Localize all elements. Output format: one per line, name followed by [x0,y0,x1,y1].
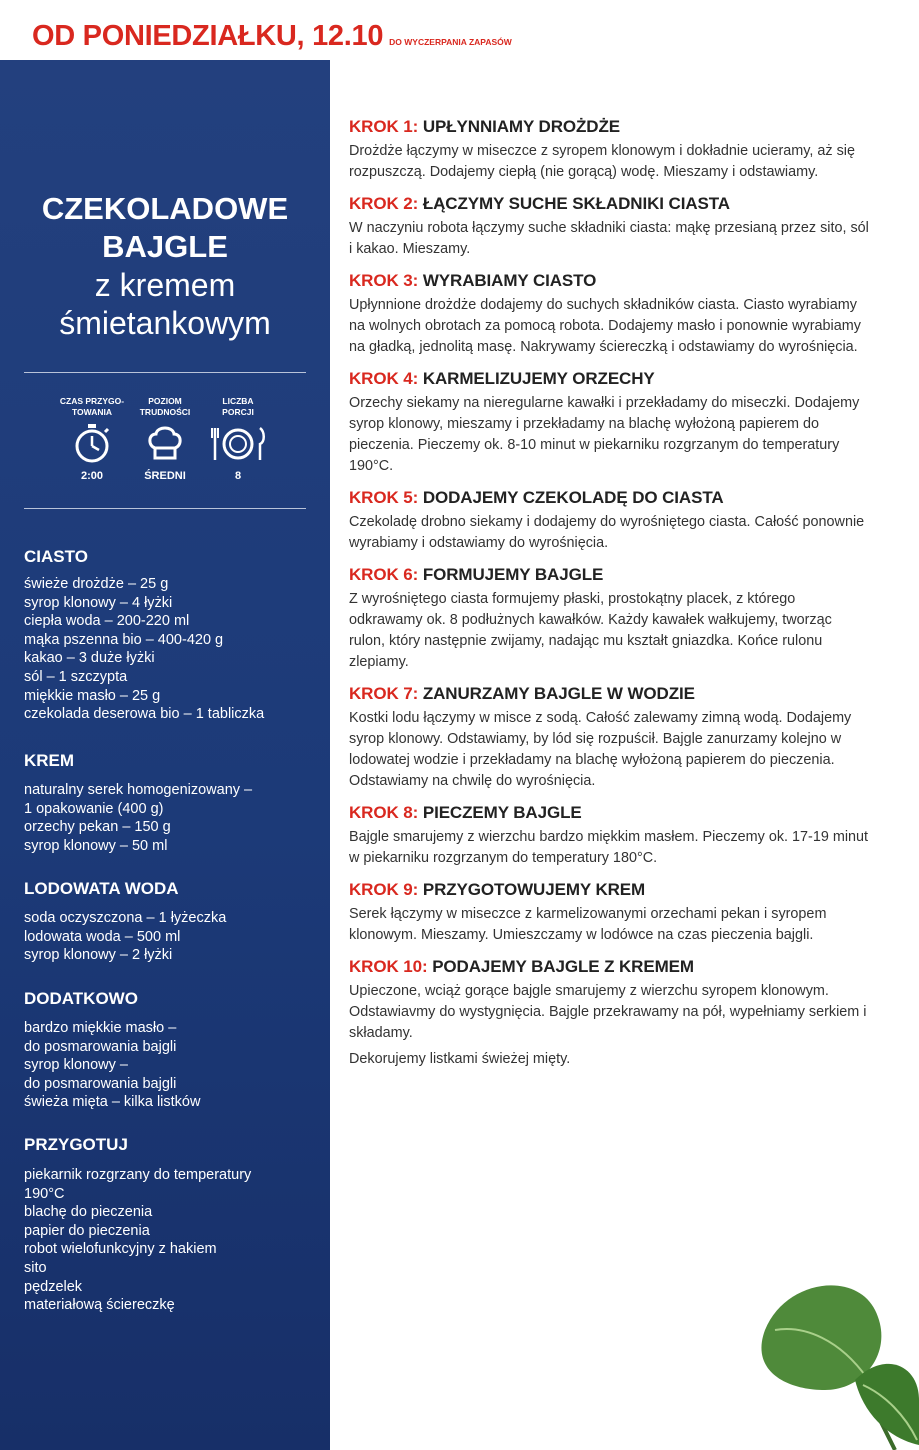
step-9 [349,880,869,946]
recipe-title-line3: z kremem [94,267,236,303]
step-title: ZANURZAMY BAJGLE W WODZIE [422,684,695,703]
step-text: Dekorujemy listkami świeżej mięty. [349,1051,571,1067]
step-number: KROK 4: [349,369,419,388]
ingredient-item: 190°C [24,1185,65,1202]
chef-hat-icon [125,420,205,466]
step-text: Drożdże łączymy w miseczce z syropem klonowym i dokładnie ucieramy, aż się rozpuszczą. Dodajemy ciepłą (nie gorącą) wodę. Mieszamy i odstawiamy. [349,143,855,180]
info-label: TOWANIA [72,407,112,417]
step-heading [349,271,869,291]
step-text: Upieczone, wciąż gorące bajgle smarujemy z wierzchu syropem klonowym. Odstawiavmy do wystygnięcia. Bajgle przekrawamy na pół, wypełniamy serkiem i składamy. [349,983,867,1041]
step-heading [349,803,869,823]
step-text: Kostki lodu łączymy w misce z sodą. Całość zalewamy zimną wodą. Dodajemy syrop klonowy. Odstawiamy, by lód się rozpuścił. Bajgle zanurzamy kolejno w lodowatej wodzie i przekładamy na blachę wyłożoną papierem do pieczenia. Odstawiamy na chwilę do wyrośnięcia. [349,710,852,789]
recipe-title [0,190,330,342]
recipe-steps [349,117,869,1081]
ingredient-item: sól – 1 szczypta [24,668,128,685]
ingredient-item: pędzelek [24,1278,83,1295]
recipe-title-line1: CZEKOLADOWE [41,191,289,226]
ingredient-list-ciasto [24,575,264,724]
section-title-woda: LODOWATA WODA [24,879,179,898]
ingredient-item: blachę do pieczenia [24,1204,153,1221]
recipe-title-line2: BAJGLE [102,229,228,264]
step-heading [349,117,869,137]
step-heading [349,684,869,704]
promo-note: DO WYCZERPANIA ZAPASÓW [389,37,512,47]
step-number: KROK 2: [349,194,419,213]
info-label: POZIOM [148,396,182,406]
step-title: KARMELIZUJEMY ORZECHY [422,369,655,388]
ingredient-item: bardzo miękkie masło – [24,1020,177,1036]
step-heading [349,488,869,508]
step-number: KROK 8: [349,803,419,822]
step-heading [349,194,869,214]
step-number: KROK 3: [349,271,419,290]
step-text: Z wyrośniętego ciasta formujemy płaski, prostokątny placek, z którego odkrawamy ok. 8 podłużnych kawałków. Każdy kawałek wałkujemy, tworząc rulon, który następnie zwijamy, nadając mu kształt gniazdka. Końce rulonu zlepiamy. [349,591,832,670]
ingredient-item: syrop klonowy – [24,1057,128,1074]
ingredient-item: świeże drożdże – 25 g [24,576,169,592]
ingredient-item: materiałową ściereczkę [24,1297,175,1314]
ingredient-item: syrop klonowy – 50 ml [24,837,168,854]
info-label: TRUDNOŚCI [139,407,191,417]
ingredient-item: lodowata woda – 500 ml [24,928,181,945]
plate-cutlery-icon [198,420,278,466]
section-title-ciasto: CIASTO [24,547,88,566]
step-number: KROK 9: [349,880,419,899]
step-text: Upłynnione drożdże dodajemy do suchych składników ciasta. Ciasto wyrabiamy na wolnych obrotach za pomocą robota. Dodajemy masło i ponownie wyrabiamy na gładką, jednolitą masę. Nakrywamy ściereczką i odstawiamy do wyrośnięcia. [349,297,861,355]
step-text: Serek łączymy w miseczce z karmelizowanymi orzechami pekan i syropem klonowym. Mieszamy. Umieszczamy w lodówce na czas pieczenia bajgli. [349,906,827,943]
step-heading [349,957,869,977]
step-title: WYRABIAMY CIASTO [422,271,597,290]
step-text: Orzechy siekamy na nieregularne kawałki i przekładamy do miseczki. Dodajemy syrop klonowy, mieszamy i przekładamy na blachę wyłożoną papierem do pieczenia. Pieczemy ok. 8-10 minut w piekarniku rozgrzanym do temperatury 190°C. [349,395,860,474]
ingredient-item: miękkie masło – 25 g [24,687,161,704]
step-2 [349,194,869,260]
step-number: KROK 5: [349,488,419,507]
step-4 [349,369,869,477]
info-label: CZAS PRZYGO- [59,396,125,406]
ingredient-item: orzechy pekan – 150 g [24,819,171,836]
step-10 [349,957,869,1070]
step-title: ŁĄCZYMY SUCHE SKŁADNIKI CIASTA [422,194,730,213]
step-title: PODAJEMY BAJGLE Z KREMEM [432,957,694,976]
step-title: UPŁYNNIAMY DROŻDŻE [422,117,620,136]
mint-leaves-image [745,1270,919,1450]
info-label: PORCJI [222,407,254,417]
step-text: Bajgle smarujemy z wierzchu bardzo miękkim masłem. Pieczemy ok. 17-19 minut w piekarniku rozgrzanym do temperatury 180°C. [349,829,869,866]
info-prep-time [52,396,132,482]
step-heading [349,565,869,585]
info-label: LICZBA [222,396,254,406]
divider-bottom [24,508,306,509]
step-text: W naczyniu robota łączymy suche składniki ciasta: mąkę przesianą przez sito, sól i kakao. Mieszamy. [349,220,869,257]
divider-top [24,372,306,373]
ingredient-item: mąka pszenna bio – 400-420 g [24,631,224,648]
step-text: Czekoladę drobno siekamy i dodajemy do wyrośniętego ciasta. Całość ponownie wyrabiamy i odstawiamy do wyrośnięcia. [349,514,865,551]
ingredient-item: do posmarowania bajgli [24,1038,177,1055]
step-title: PIECZEMY BAJGLE [422,803,582,822]
step-8 [349,803,869,869]
ingredient-item: soda oczyszczona – 1 łyżeczka [24,910,227,926]
ingredient-list-dodatkowo [24,1019,200,1112]
ingredient-list-krem [24,781,252,855]
ingredient-item: syrop klonowy – 4 łyżki [24,594,173,611]
ingredient-item: papier do pieczenia [24,1222,150,1239]
ingredient-item: świeża mięta – kilka listków [24,1094,201,1111]
step-number: KROK 7: [349,684,419,703]
info-value: 2:00 [80,470,104,482]
promo-date: OD PONIEDZIAŁKU, 12.10 [32,20,384,52]
ingredient-item: robot wielofunkcyjny z hakiem [24,1241,217,1258]
section-title-dodatkowo: DODATKOWO [24,989,138,1008]
recipe-title-line4: śmietankowym [59,305,271,341]
step-title: FORMUJEMY BAJGLE [422,565,604,584]
ingredient-item: syrop klonowy – 2 łyżki [24,947,173,964]
ingredient-item: czekolada deserowa bio – 1 tabliczka [24,706,265,723]
ingredient-item: naturalny serek homogenizowany – [24,782,253,798]
step-7 [349,684,869,792]
ingredient-item: 1 opakowanie (400 g) [24,800,164,817]
section-title-krem: KREM [24,751,75,770]
recipe-sidebar [0,60,330,1450]
section-title-przygotuj: PRZYGOTUJ [24,1135,128,1154]
step-1 [349,117,869,183]
ingredient-list-woda [24,909,226,965]
step-3 [349,271,869,358]
ingredient-item: ciepła woda – 200-220 ml [24,613,190,630]
info-difficulty [125,396,205,482]
info-value: ŚREDNI [144,470,186,482]
step-title: DODAJEMY CZEKOLADĘ DO CIASTA [422,488,724,507]
ingredient-item: kakao – 3 duże łyżki [24,650,155,667]
promo-header [32,20,512,60]
ingredient-item: sito [24,1259,47,1276]
step-number: KROK 10: [349,957,428,976]
ingredient-item: do posmarowania bajgli [24,1075,177,1092]
info-servings [198,396,278,482]
info-value: 8 [234,470,242,482]
step-number: KROK 6: [349,565,419,584]
step-5 [349,488,869,554]
step-heading [349,880,869,900]
step-heading [349,369,869,389]
stopwatch-icon [52,420,132,466]
step-6 [349,565,869,673]
ingredient-list-przygotuj [24,1166,251,1315]
step-title: PRZYGOTOWUJEMY KREM [422,880,646,899]
ingredient-item: piekarnik rozgrzany do temperatury [24,1167,252,1183]
step-number: KROK 1: [349,117,419,136]
